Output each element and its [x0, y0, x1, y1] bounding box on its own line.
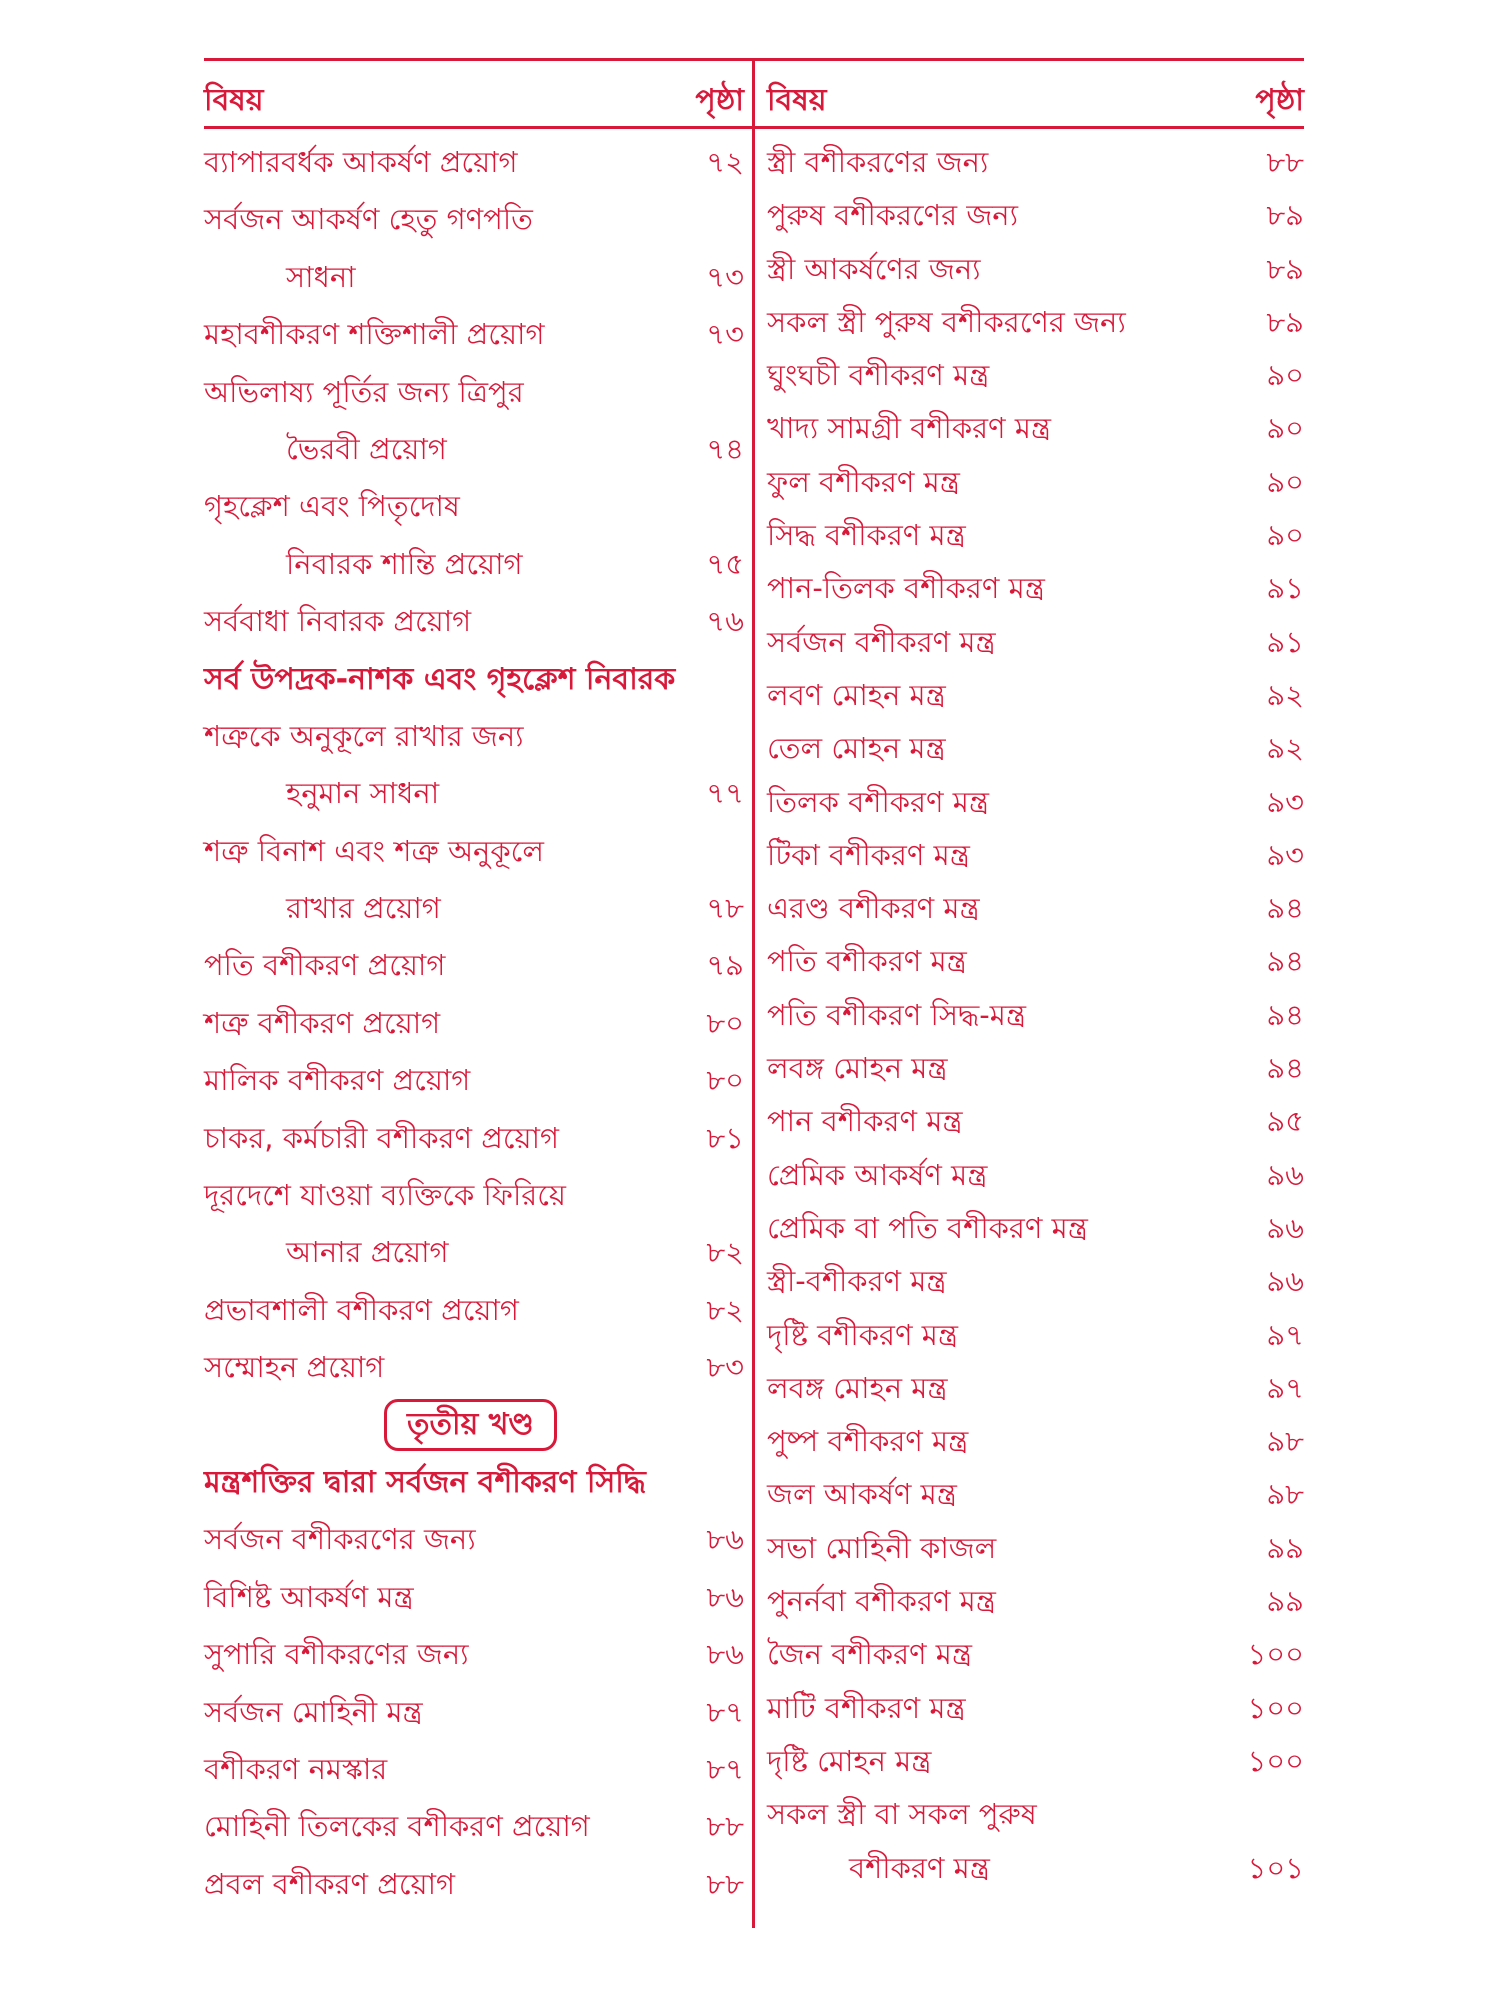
- entry-page: ৮২: [706, 1235, 744, 1270]
- toc-entry: [767, 935, 1304, 988]
- toc-entry: [767, 243, 1304, 296]
- subject-header: বিষয়: [204, 83, 264, 118]
- entry-title: স্ত্রী বশীকরণের জন্য: [767, 145, 989, 179]
- entry-title: শত্রুকে অনুকূলে রাখার জন্য: [204, 718, 524, 753]
- entry-title: স্ত্রী আকর্ষণের জন্য: [767, 251, 981, 286]
- entry-title: ঘুংঘচী বশীকরণ মন্ত্র: [767, 358, 990, 393]
- entry-page: ৮৩: [706, 1350, 744, 1385]
- entry-page: ৮৮: [706, 1809, 744, 1844]
- entry-page: ৯৫: [1266, 1104, 1304, 1139]
- entry-page: ৮৬: [706, 1637, 744, 1672]
- entry-title: সুপারি বশীকরণের জন্য: [204, 1637, 469, 1672]
- entry-page: ৯০: [1266, 411, 1304, 446]
- entry-title: সম্মোহন প্রয়োগ: [204, 1350, 385, 1385]
- toc-entry: [767, 349, 1304, 402]
- toc-entry: [204, 1800, 744, 1857]
- toc-entry-continuation: [204, 538, 744, 595]
- right-column: [767, 58, 1304, 1928]
- entry-page: ৯৩: [1266, 837, 1304, 872]
- entry-title: খাদ্য সামগ্রী বশীকরণ মন্ত্র: [767, 411, 1052, 446]
- toc-entry: [204, 1571, 744, 1628]
- section-heading: [204, 653, 744, 710]
- entry-page: ৭৪: [706, 431, 744, 466]
- entry-title: প্রেমিক আকর্ষণ মন্ত্র: [767, 1157, 988, 1192]
- toc-entry: [204, 1513, 744, 1570]
- entry-title: লবঙ্গ মোহন মন্ত্র: [767, 1370, 948, 1405]
- toc-entry: [767, 616, 1304, 669]
- entry-page: ৯০: [1266, 464, 1304, 499]
- entry-title: বিশিষ্ট আকর্ষণ মন্ত্র: [204, 1579, 414, 1614]
- toc-entry: [767, 1682, 1304, 1735]
- entry-title: চাকর, কর্মচারী বশীকরণ প্রয়োগ: [204, 1120, 560, 1155]
- toc-entry: [767, 1309, 1304, 1362]
- entry-page: ৭৫: [706, 546, 744, 581]
- toc-entry: [204, 1341, 744, 1398]
- entry-page: ৮০: [706, 1063, 744, 1098]
- entry-page: ৯৯: [1266, 1584, 1304, 1619]
- entry-page: ৭৮: [706, 891, 744, 926]
- toc-entry: [204, 710, 744, 767]
- toc-entry: [204, 1112, 744, 1169]
- toc-entry: [767, 562, 1304, 615]
- entry-title: লবঙ্গ মোহন মন্ত্র: [767, 1051, 948, 1086]
- left-entry-list: [204, 136, 744, 1915]
- entry-title: পতি বশীকরণ মন্ত্র: [767, 944, 967, 979]
- entry-title: জল আকর্ষণ মন্ত্র: [767, 1477, 957, 1512]
- toc-entry: [204, 1169, 744, 1226]
- page-header: পৃষ্ঠা: [695, 83, 744, 118]
- entry-page: ৯৬: [1266, 1157, 1304, 1192]
- toc-entry: [767, 1042, 1304, 1095]
- heading-text: সর্ব উপদ্রক-নাশক এবং গৃহক্লেশ নিবারক: [204, 661, 676, 697]
- entry-title: ভৈরবী প্রয়োগ: [286, 431, 447, 466]
- toc-entry: [767, 1468, 1304, 1521]
- entry-title: স্ত্রী-বশীকরণ মন্ত্র: [767, 1264, 947, 1299]
- entry-page: ৯১: [1266, 624, 1304, 659]
- left-column-header: [204, 66, 744, 122]
- toc-entry: [204, 480, 744, 537]
- entry-title: প্রবল বশীকরণ প্রয়োগ: [204, 1866, 456, 1901]
- entry-page: ৮৭: [706, 1751, 744, 1786]
- toc-entry-continuation: [204, 251, 744, 308]
- entry-title: সকল স্ত্রী বা সকল পুরুষ: [767, 1797, 1037, 1832]
- part-label: [204, 1399, 744, 1456]
- entry-title: টিকা বশীকরণ মন্ত্র: [767, 837, 970, 872]
- toc-entry: [767, 669, 1304, 722]
- toc-entry: [204, 1743, 744, 1800]
- toc-entry: [767, 456, 1304, 509]
- entry-title: পান-তিলক বশীকরণ মন্ত্র: [767, 571, 1045, 606]
- entry-title: প্রভাবশালী বশীকরণ প্রয়োগ: [204, 1292, 519, 1327]
- entry-page: ৯৭: [1266, 1317, 1304, 1352]
- toc-entry: [767, 189, 1304, 242]
- toc-entry: [767, 1628, 1304, 1681]
- toc-entry: [767, 1095, 1304, 1148]
- entry-page: ৭৯: [706, 948, 744, 983]
- toc-entry: [767, 136, 1304, 189]
- entry-title: শত্রু বশীকরণ প্রয়োগ: [204, 1005, 441, 1040]
- entry-title: গৃহক্লেশ এবং পিতৃদোষ: [204, 489, 460, 524]
- entry-page: ৯০: [1266, 358, 1304, 393]
- entry-title: জৈন বশীকরণ মন্ত্র: [767, 1637, 973, 1672]
- toc-entry: [767, 1149, 1304, 1202]
- toc-entry: [767, 1575, 1304, 1628]
- entry-page: ৭৩: [706, 259, 744, 294]
- entry-title: প্রেমিক বা পতি বশীকরণ মন্ত্র: [767, 1210, 1088, 1245]
- toc-entry: [767, 1202, 1304, 1255]
- toc-entry: [204, 825, 744, 882]
- heading-text: মন্ত্রশক্তির দ্বারা সর্বজন বশীকরণ সিদ্ধি: [204, 1464, 646, 1500]
- entry-page: ৮৯: [1266, 251, 1304, 286]
- entry-title: সভা মোহিনী কাজল: [767, 1530, 997, 1565]
- left-column: [204, 58, 744, 1928]
- entry-title: লবণ মোহন মন্ত্র: [767, 677, 946, 712]
- entry-page: ৯৭: [1266, 1370, 1304, 1405]
- entry-page: ৯৬: [1266, 1264, 1304, 1299]
- entry-title: অভিলাষ্য পূর্তির জন্য ত্রিপুর: [204, 374, 524, 409]
- toc-entry: [204, 1054, 744, 1111]
- entry-title: নিবারক শান্তি প্রয়োগ: [286, 546, 523, 581]
- entry-page: ৯৯: [1266, 1530, 1304, 1565]
- entry-title: সিদ্ধ বশীকরণ মন্ত্র: [767, 518, 966, 553]
- entry-page: ৯০: [1266, 518, 1304, 553]
- entry-title: রাখার প্রয়োগ: [286, 891, 441, 926]
- subject-header: বিষয়: [767, 83, 827, 118]
- toc-entry-continuation: [204, 1226, 744, 1283]
- entry-title: এরণ্ড বশীকরণ মন্ত্র: [767, 891, 980, 926]
- entry-title: মহাবশীকরণ শক্তিশালী প্রয়োগ: [204, 317, 545, 352]
- toc-entry: [767, 509, 1304, 562]
- entry-page: ৮০: [706, 1005, 744, 1040]
- entry-title: সর্বজন মোহিনী মন্ত্র: [204, 1694, 423, 1729]
- entry-page: ৯৪: [1266, 997, 1304, 1032]
- entry-title: সর্ববাধা নিবারক প্রয়োগ: [204, 604, 472, 639]
- entry-title: মোহিনী তিলকের বশীকরণ প্রয়োগ: [204, 1809, 590, 1844]
- toc-entry: [767, 1255, 1304, 1308]
- toc-entry: [204, 308, 744, 365]
- right-entry-list: [767, 136, 1304, 1895]
- entry-page: ৮৬: [706, 1579, 744, 1614]
- toc-entry: [767, 829, 1304, 882]
- entry-title: বশীকরণ নমস্কার: [204, 1751, 388, 1786]
- entry-page: ৮৬: [706, 1522, 744, 1557]
- toc-entry-continuation: [204, 423, 744, 480]
- entry-title: সর্বজন বশীকরণের জন্য: [204, 1522, 476, 1557]
- entry-title: পান বশীকরণ মন্ত্র: [767, 1104, 963, 1139]
- part-three-box: তৃতীয় খণ্ড: [384, 1399, 557, 1451]
- toc-entry: [204, 1284, 744, 1341]
- entry-page: ৯৪: [1266, 1051, 1304, 1086]
- entry-title: সকল স্ত্রী পুরুষ বশীকরণের জন্য: [767, 304, 1126, 339]
- toc-entry: [204, 193, 744, 250]
- entry-page: ৯২: [1266, 677, 1304, 712]
- entry-page: ৯৩: [1266, 784, 1304, 819]
- toc-entry: [767, 1735, 1304, 1788]
- entry-page: ৮৮: [706, 1866, 744, 1901]
- entry-page: ৯৪: [1266, 891, 1304, 926]
- entry-page: ৭৩: [706, 317, 744, 352]
- entry-title: পতি বশীকরণ প্রয়োগ: [204, 948, 446, 983]
- entry-page: ১০০: [1247, 1637, 1304, 1672]
- toc-entry: [767, 1415, 1304, 1468]
- entry-title: দূরদেশে যাওয়া ব্যক্তিকে ফিরিয়ে: [204, 1178, 566, 1213]
- entry-title: সর্বজন আকর্ষণ হেতু গণপতি: [204, 202, 533, 237]
- entry-page: ৭৬: [706, 604, 744, 639]
- entry-title: হনুমান সাধনা: [286, 776, 440, 811]
- entry-title: মালিক বশীকরণ প্রয়োগ: [204, 1063, 471, 1098]
- toc-entry-continuation: [204, 767, 744, 824]
- entry-page: ৮৯: [1266, 304, 1304, 339]
- entry-title: দৃষ্টি বশীকরণ মন্ত্র: [767, 1317, 958, 1352]
- entry-title: বশীকরণ মন্ত্র: [849, 1850, 990, 1885]
- entry-page: ৮১: [706, 1120, 744, 1155]
- right-column-header: [767, 66, 1304, 122]
- toc-entry: [767, 296, 1304, 349]
- toc-entry: [767, 402, 1304, 455]
- toc-entry: [767, 1522, 1304, 1575]
- toc-entry: [204, 1686, 744, 1743]
- entry-page: ১০১: [1247, 1850, 1304, 1885]
- page-header: পৃষ্ঠা: [1255, 83, 1304, 118]
- entry-page: ৯৮: [1266, 1477, 1304, 1512]
- toc-entry: [204, 1858, 744, 1915]
- entry-title: শত্রু বিনাশ এবং শত্রু অনুকূলে: [204, 833, 544, 868]
- toc-entry: [767, 776, 1304, 829]
- toc-entry-continuation: [204, 882, 744, 939]
- entry-page: ৭২: [706, 145, 744, 179]
- toc-entry-continuation: [767, 1842, 1304, 1895]
- entry-page: ১০০: [1247, 1743, 1304, 1778]
- entry-title: আনার প্রয়োগ: [286, 1235, 449, 1270]
- entry-page: ৮৮: [1266, 145, 1304, 179]
- entry-title: পুষ্প বশীকরণ মন্ত্র: [767, 1424, 969, 1459]
- entry-page: ৮৯: [1266, 198, 1304, 233]
- entry-title: দৃষ্টি মোহন মন্ত্র: [767, 1743, 932, 1778]
- toc-entry: [204, 997, 744, 1054]
- toc-entry: [767, 1788, 1304, 1841]
- entry-title: সাধনা: [286, 259, 356, 294]
- table-of-contents: [204, 58, 1304, 1928]
- toc-entry: [204, 595, 744, 652]
- entry-title: মাটি বশীকরণ মন্ত্র: [767, 1690, 966, 1725]
- toc-entry: [204, 136, 744, 193]
- entry-title: তেল মোহন মন্ত্র: [767, 731, 946, 766]
- entry-page: ৭৭: [706, 776, 744, 811]
- toc-entry: [767, 722, 1304, 775]
- toc-entry: [204, 366, 744, 423]
- toc-entry: [767, 882, 1304, 935]
- toc-entry: [767, 1362, 1304, 1415]
- entry-title: তিলক বশীকরণ মন্ত্র: [767, 784, 990, 819]
- toc-entry: [767, 989, 1304, 1042]
- entry-title: ব্যাপারবর্ধক আকর্ষণ প্রয়োগ: [204, 145, 518, 179]
- entry-page: ৯৬: [1266, 1210, 1304, 1245]
- toc-entry: [204, 1628, 744, 1685]
- entry-page: ৯৮: [1266, 1424, 1304, 1459]
- entry-page: ৯৪: [1266, 944, 1304, 979]
- entry-page: ৯১: [1266, 571, 1304, 606]
- entry-page: ৮২: [706, 1292, 744, 1327]
- entry-page: ১০০: [1247, 1690, 1304, 1725]
- column-divider: [752, 58, 755, 1928]
- entry-page: ৯২: [1266, 731, 1304, 766]
- entry-title: পুনর্নবা বশীকরণ মন্ত্র: [767, 1584, 996, 1619]
- entry-title: ফুল বশীকরণ মন্ত্র: [767, 464, 960, 499]
- section-heading: [204, 1456, 744, 1513]
- entry-title: পুরুষ বশীকরণের জন্য: [767, 198, 1019, 233]
- entry-page: ৮৭: [706, 1694, 744, 1729]
- toc-entry: [204, 939, 744, 996]
- entry-title: পতি বশীকরণ সিদ্ধ-মন্ত্র: [767, 997, 1026, 1032]
- entry-title: সর্বজন বশীকরণ মন্ত্র: [767, 624, 996, 659]
